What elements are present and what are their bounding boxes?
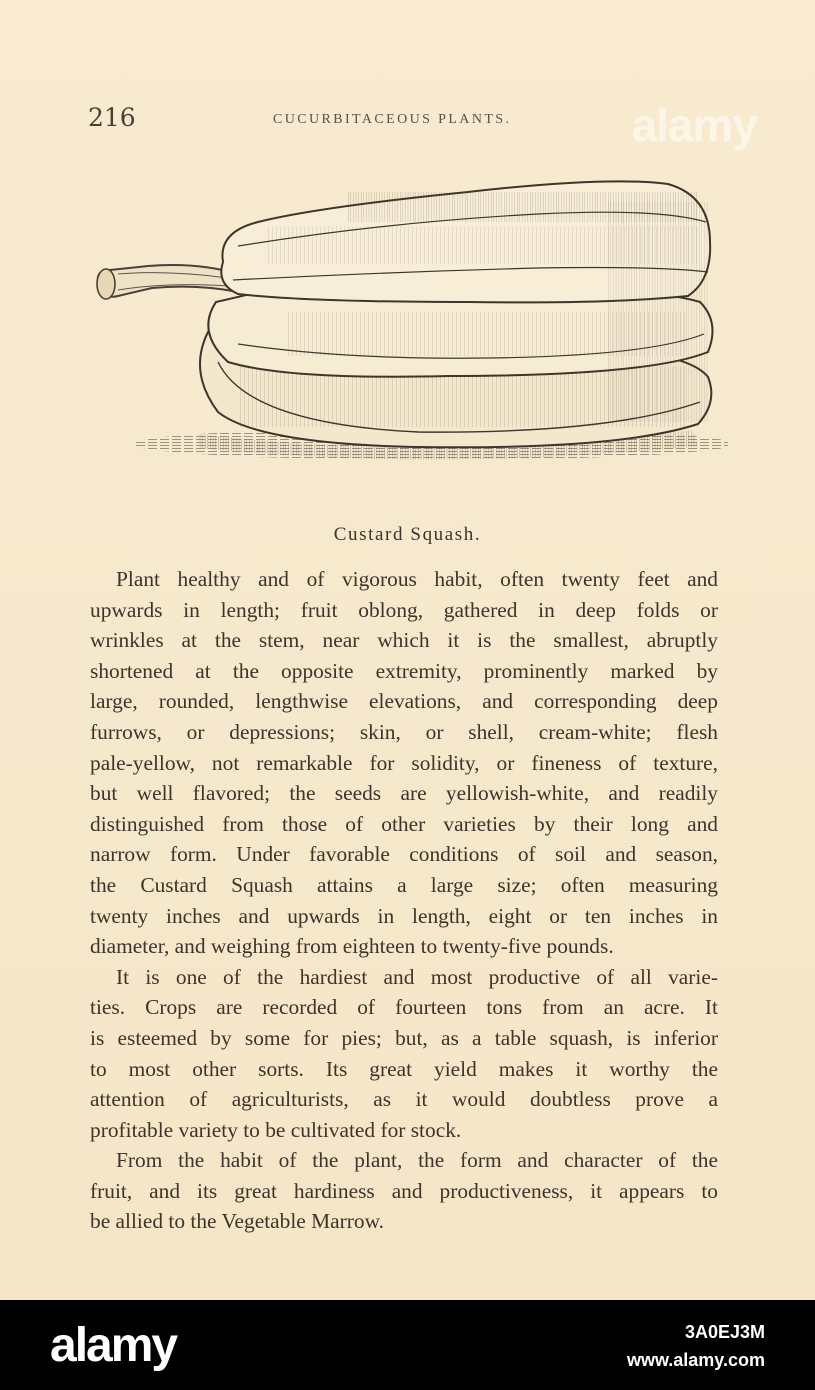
body-text: [90, 564, 718, 1237]
site-url: www.alamy.com: [626, 1350, 765, 1370]
text-line: Plant healthy and of vigorous habit, often twenty feet and: [116, 567, 718, 591]
page-number: 216: [88, 103, 136, 132]
text-line: wrinkles at the stem, near which it is the smallest, abruptly: [90, 628, 718, 653]
text-line: profitable variety to be cultivated for stock.: [90, 1117, 462, 1142]
text-line: furrows, or depressions; skin, or shell, cream-white; flesh: [90, 719, 718, 744]
image-id: 3A0EJ3M: [684, 1322, 765, 1342]
text-line: be allied to the Vegetable Marrow.: [90, 1209, 385, 1234]
text-line: fruit, and its great hardiness and productiveness, it appears to: [90, 1178, 718, 1203]
text-line: but well flavored; the seeds are yellowish-white, and readily: [90, 781, 718, 806]
text-line: large, rounded, lengthwise elevations, and corresponding deep: [90, 689, 718, 714]
text-line: narrow form. Under favorable conditions of soil and season,: [90, 842, 718, 867]
figure-caption: Custard Squash.: [333, 524, 482, 545]
text-line: pale-yellow, not remarkable for solidity, or fineness of texture,: [90, 750, 718, 775]
stem: [98, 265, 238, 297]
running-title: CUCURBITACEOUS PLANTS.: [273, 112, 512, 127]
text-line: upwards in length; fruit oblong, gathered in deep folds or: [90, 597, 718, 622]
text-line: to most other sorts. Its great yield makes it worthy the: [90, 1056, 718, 1081]
alamy-logo: alamy: [50, 1319, 177, 1372]
text-line: ties. Crops are recorded of fourteen tons from an acre. It: [90, 995, 718, 1020]
text-line: is esteemed by some for pies; but, as a table squash, is inferior: [90, 1025, 718, 1050]
text-line: diameter, and weighing from eighteen to twenty-five pounds.: [90, 934, 614, 959]
text-line: the Custard Squash attains a large size; often measuring: [90, 872, 718, 897]
text-line: It is one of the hardiest and most productive of all varie-: [116, 964, 718, 989]
text-line: attention of agriculturists, as it would doubtless prove a: [90, 1087, 718, 1112]
squash-illustration: [88, 162, 728, 480]
text-line: shortened at the opposite extremity, prominently marked by: [90, 658, 718, 683]
text-line: twenty inches and upwards in length, eight or ten inches in: [90, 903, 718, 928]
watermark: alamy: [631, 99, 757, 151]
stock-footer-bar: [0, 1300, 815, 1390]
text-line: distinguished from those of other varieties by their long and: [90, 811, 718, 836]
text-line: From the habit of the plant, the form and character of the: [116, 1148, 718, 1173]
